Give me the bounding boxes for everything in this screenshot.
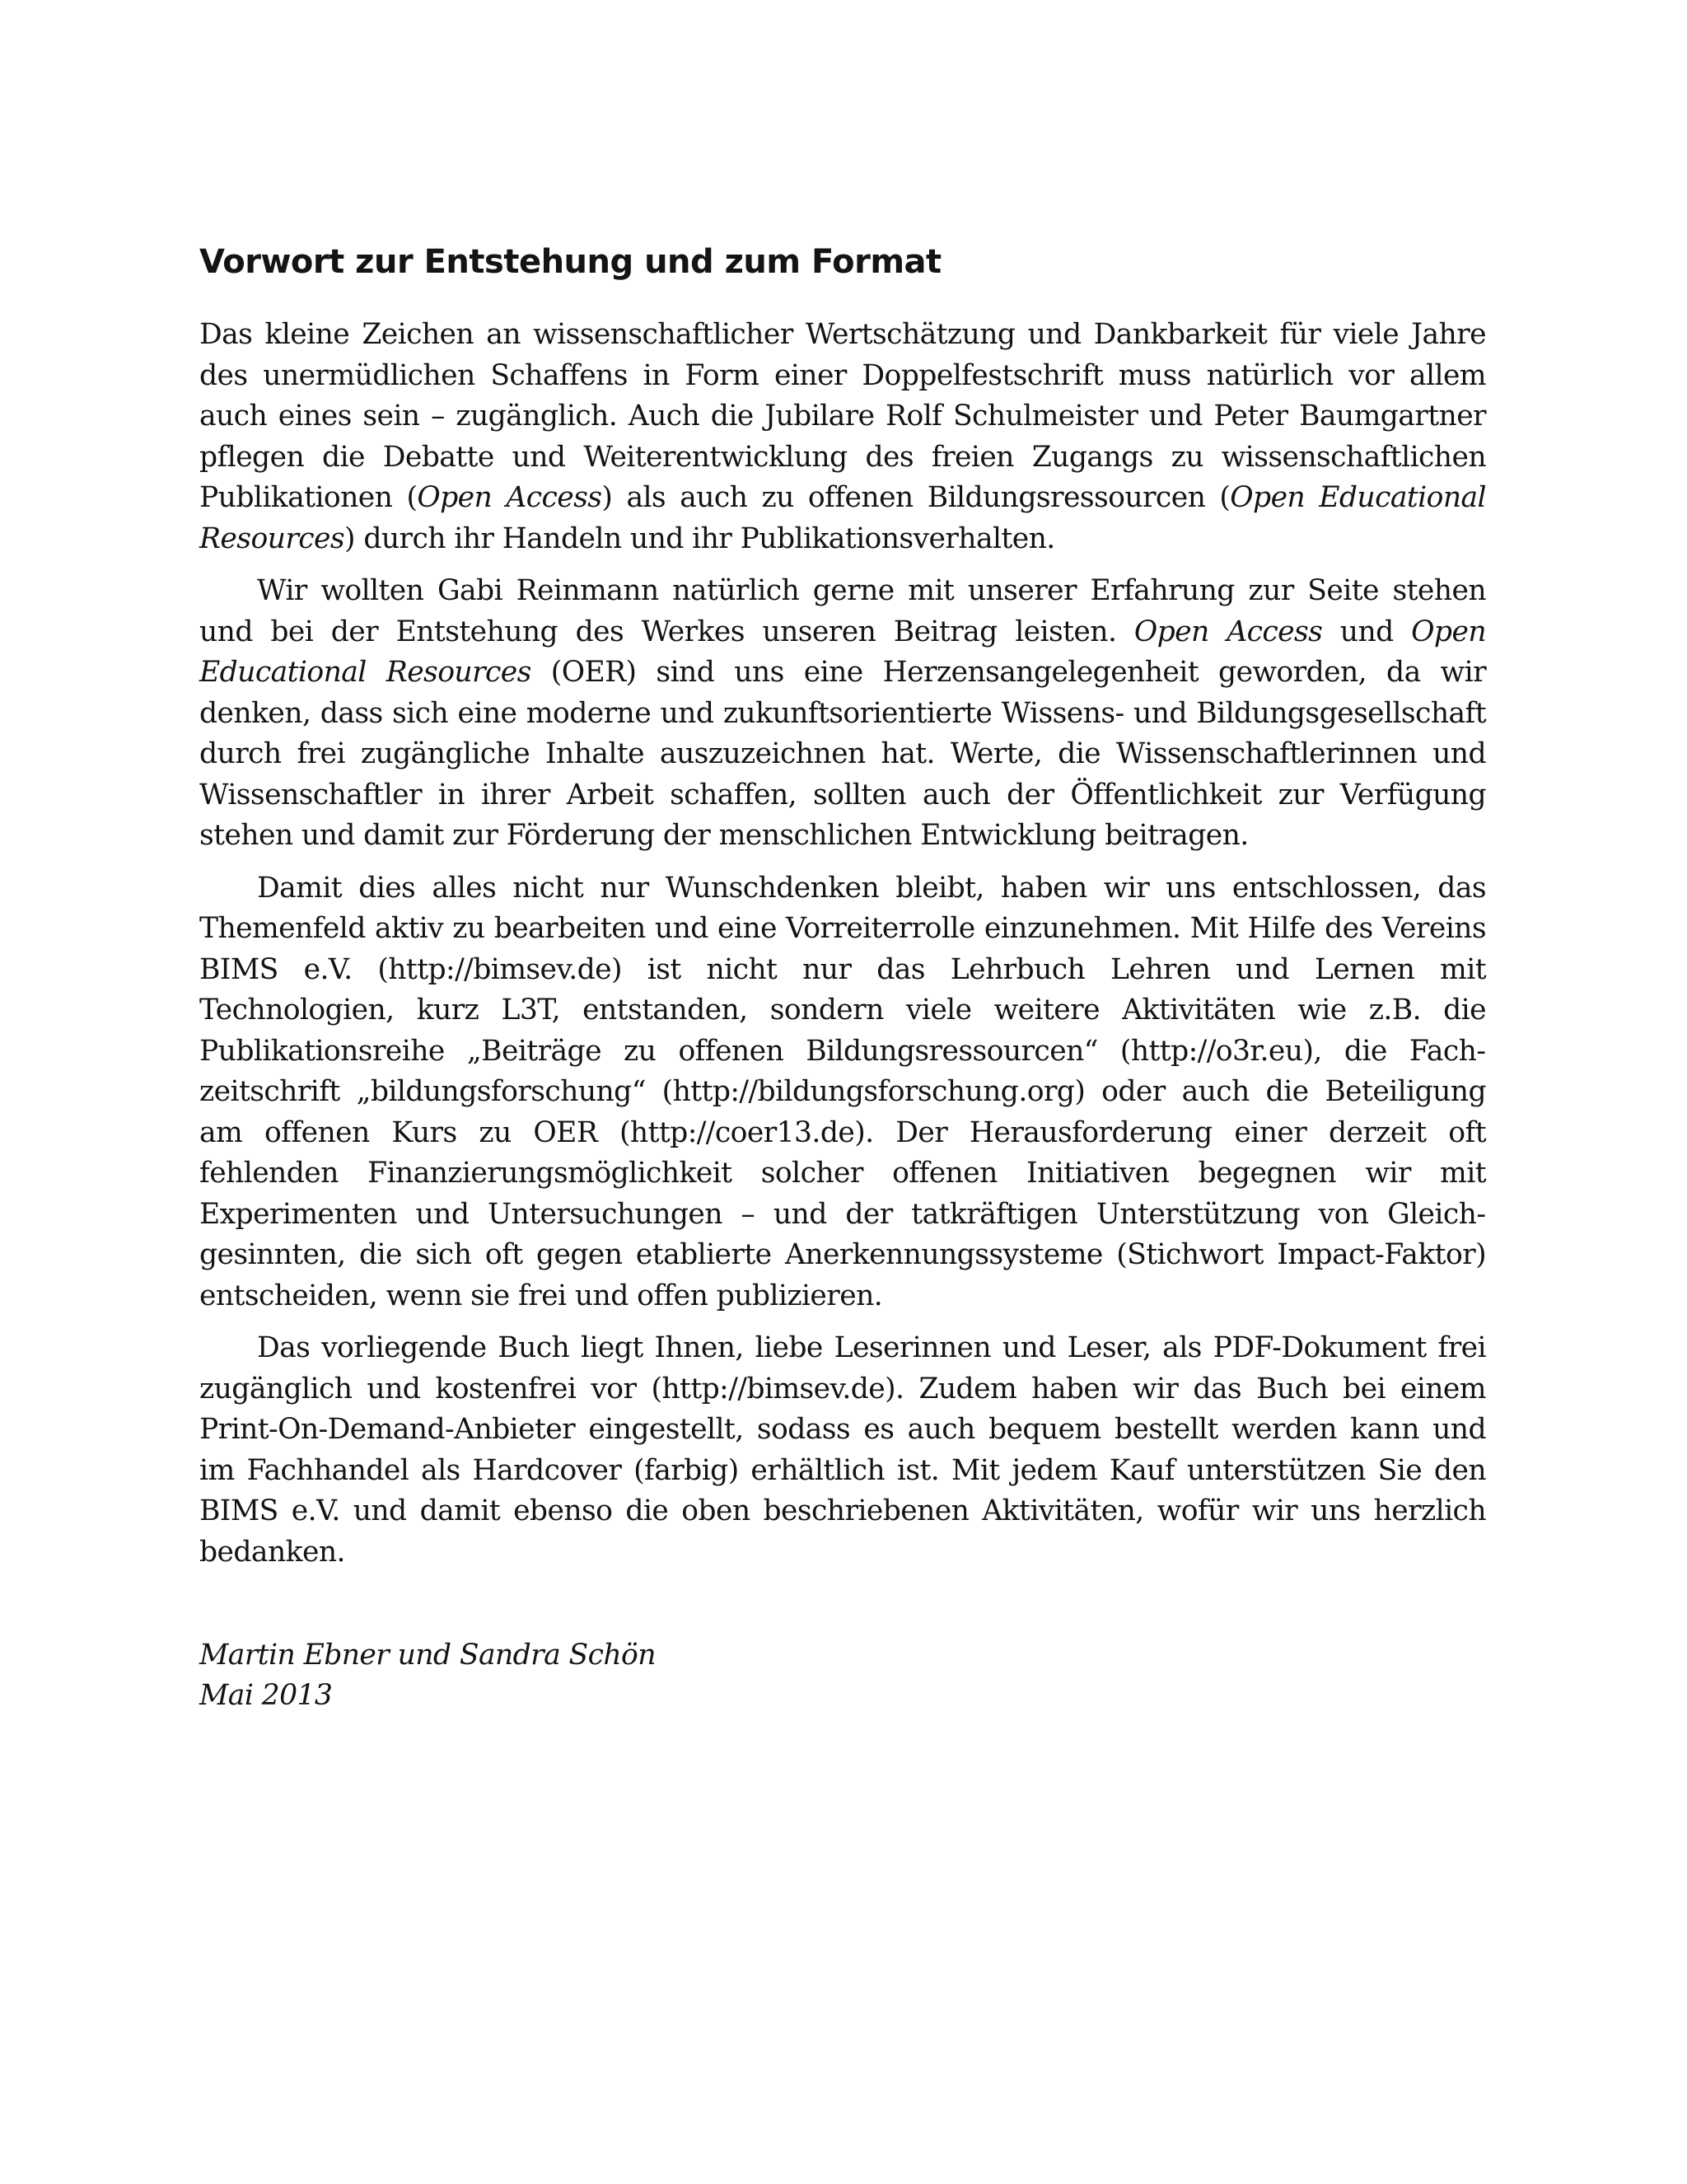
signature-block: [199, 1635, 1486, 1716]
text-run: und: [1322, 615, 1412, 648]
text-run: Das vorliegende Buch liegt Ihnen, liebe Leserinnen und Leser, als PDF-Dokument frei zugänglich und kostenfrei vor (http://bimsev.de). Zudem haben wir das Buch bei einem Print-On-Demand-Anbieter eingestellt, sodass es auch bequem bestellt werden kann und im Fachhandel als Hardcover (farbig) erhältlich ist. Mit jedem Kauf unterstützen Sie den BIMS e.V. und damit ebenso die oben beschriebenen Aktivitäten, wofür wir uns herzlich bedanken.: [199, 1331, 1486, 1569]
body-text: [199, 315, 1486, 1573]
paragraph: [199, 571, 1486, 857]
italic-term: Open Educational Resources: [199, 481, 1486, 555]
paragraph: [199, 315, 1486, 559]
text-run: Das kleine Zeichen an wissenschaftlicher Wertschätzung und Dankbarkeit für viele Jahre des unermüdlichen Schaffens in Form einer Doppelfestschrift muss natürlich vor allem auch eines sein – zugänglich. Auch die Jubilare Rolf Schulmeister und Peter Baumgartner pflegen die Debatte und Weiterentwicklung des freien Zugangs zu wissenschaftlichen Publikationen (: [199, 318, 1486, 514]
text-run: ) als auch zu offenen Bildungsressourcen (: [601, 481, 1231, 514]
italic-term: Open Educational Resources: [199, 615, 1486, 689]
signature-authors: Martin Ebner und Sandra Schön: [199, 1639, 656, 1672]
signature-date: Mai 2013: [199, 1679, 333, 1712]
text-run: Wir wollten Gabi Reinmann natürlich gerne mit unserer Erfahrung zur Seite stehen und bei der Entstehung des Werkes unseren Beitrag leisten.: [199, 574, 1486, 648]
paragraph: [199, 868, 1486, 1317]
page-title: Vorwort zur Entstehung und zum Format: [199, 243, 942, 281]
text-run: (OER) sind uns eine Herzensangelegenheit geworden, da wir denken, dass sich eine moderne und zukunftsorientierte Wissens- und Bildungsgesellschaft durch frei zugängliche Inhalte auszuzeichnen hat. Werte, die Wissenschaftlerinnen und Wissenschaftler in ihrer Arbeit schaffen, sollten auch der Öffentlichkeit zur Verfügung stehen und damit zur Förderung der menschlichen Entwicklung beitragen.: [199, 656, 1486, 852]
text-run: Damit dies alles nicht nur Wunschdenken bleibt, haben wir uns entschlossen, das Themenfeld aktiv zu bearbeiten und eine Vorreiterrolle einzunehmen. Mit Hilfe des Vereins BIMS e.V. (http://bimsev.de) ist nicht nur das Lehrbuch Lehren und Lernen mit Technologien, kurz L3T, entstanden, sondern viele weitere Aktivitäten wie z.B. die Publikationsreihe „Beiträge zu offenen Bildungsressourcen“ (http://o3r.eu), die Fachzeitschrift „bildungsforschung“ (http://bildungsforschung.org) oder auch die Beteiligung am offenen Kurs zu OER (http://coer13.de). Der Herausforderung einer derzeit oft fehlenden Finanzierungsmöglichkeit solcher offenen Initiativen begegnen wir mit Experimenten und Untersuchungen – und der tatkräftigen Unterstützung von Gleichgesinnten, die sich oft gegen etablierte Anerkennungssysteme (Stichwort Impact-Faktor) entscheiden, wenn sie frei und offen publizieren.: [199, 871, 1486, 1312]
text-run: ) durch ihr Handeln und ihr Publikationsverhalten.: [344, 521, 1055, 555]
italic-term: Open Access: [417, 481, 602, 514]
document-page: [199, 241, 1486, 1716]
italic-term: Open Access: [1133, 615, 1323, 648]
paragraph: [199, 1328, 1486, 1573]
